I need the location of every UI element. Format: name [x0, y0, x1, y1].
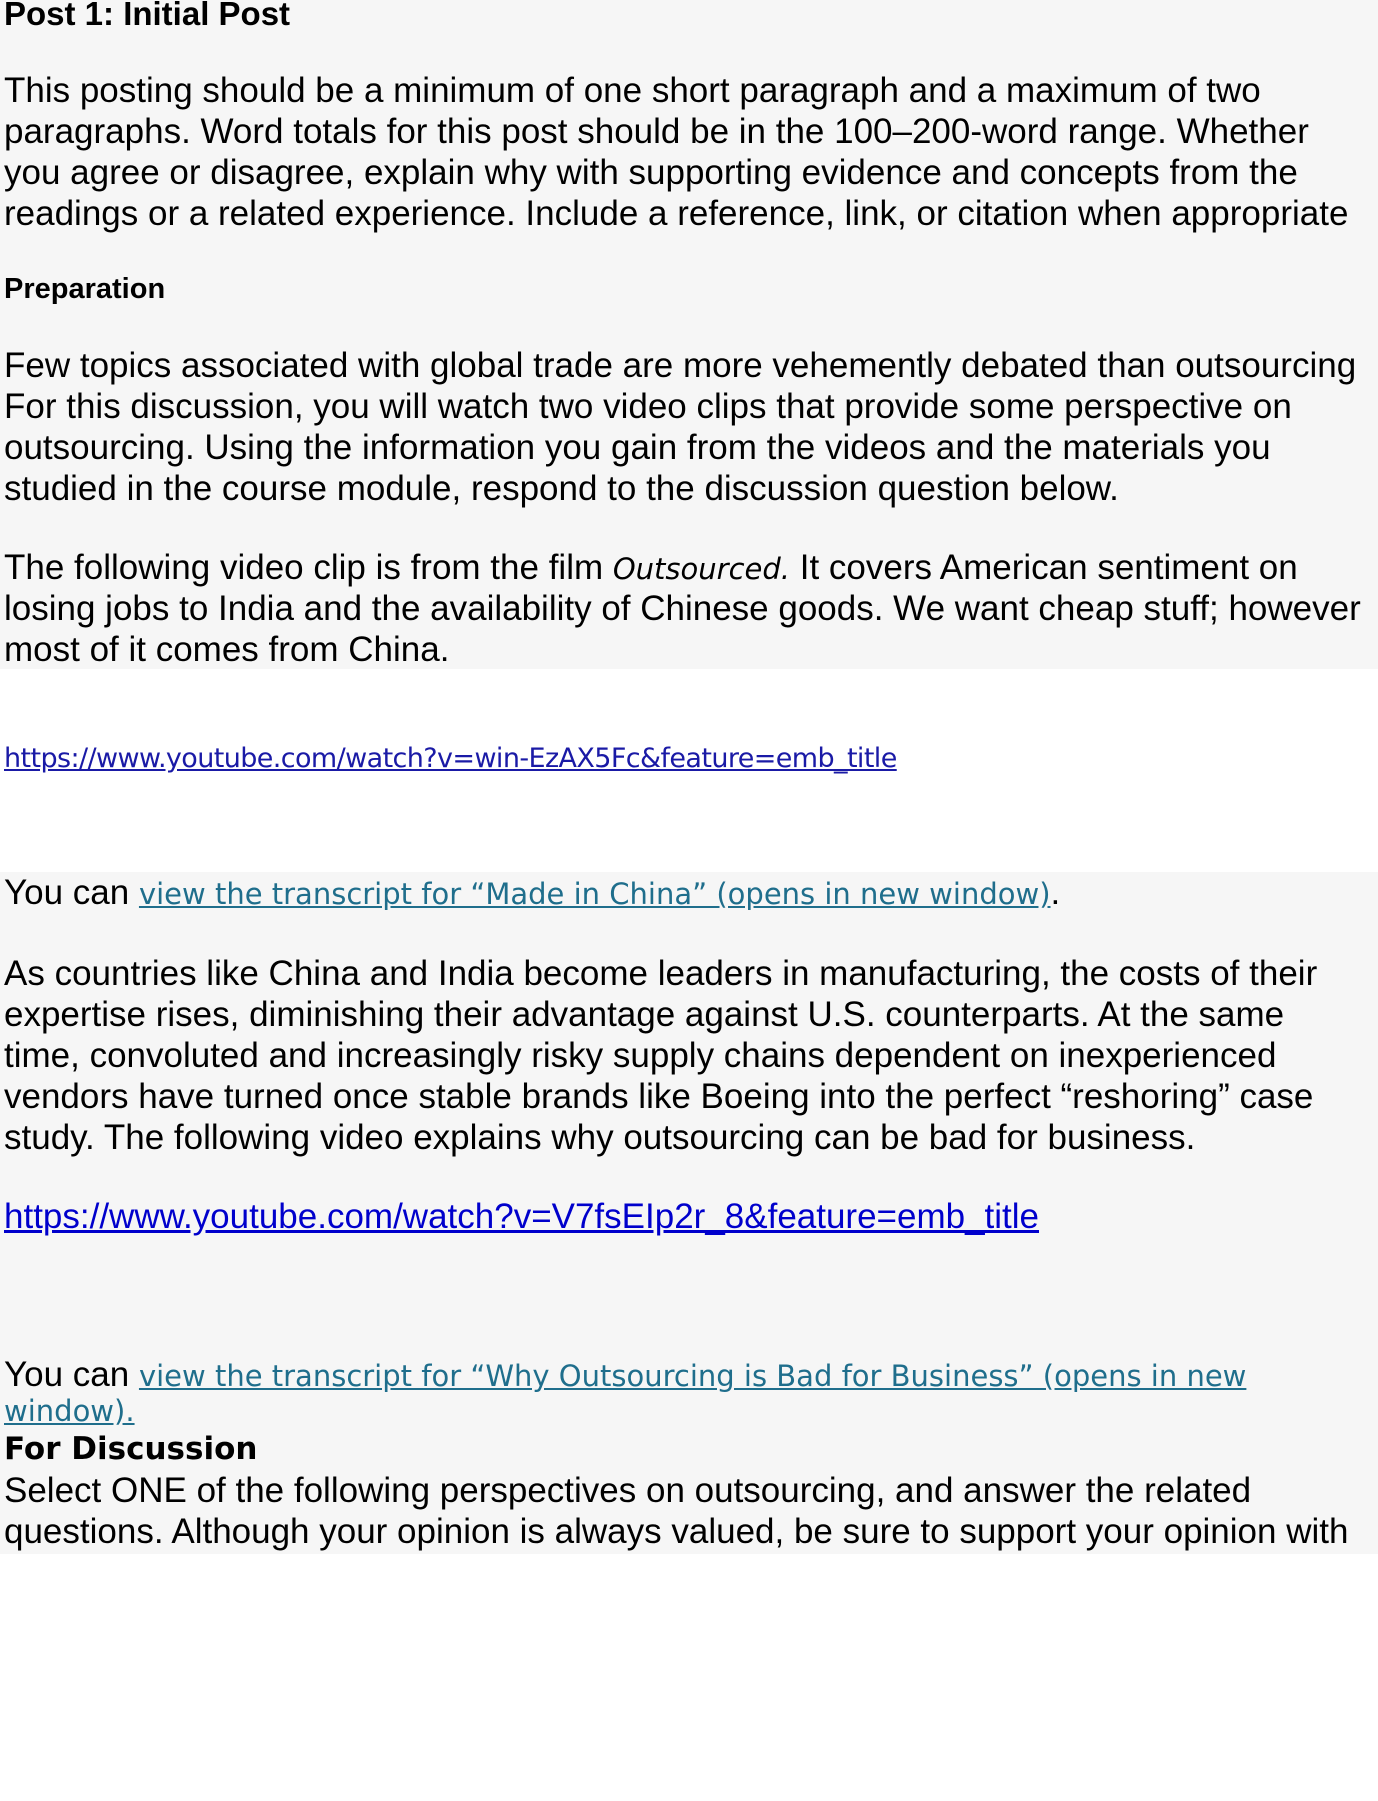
- reshoring-line: As countries like China and India become leaders in manufacturing, the costs of their: [4, 954, 1318, 993]
- film-title: Outsourced.: [612, 552, 790, 586]
- transcript2-line-cont: [4, 1389, 135, 1432]
- film-intro-line: [4, 547, 1298, 590]
- preparation-line: For this discussion, you will watch two video clips that provide some perspective on: [4, 387, 1292, 426]
- film-intro-text-end: It covers American sentiment on: [790, 548, 1298, 587]
- intro-line: readings or a related experience. Include a reference, link, or citation when appropriate: [4, 194, 1349, 233]
- post-title: Post 1: Initial Post: [4, 0, 291, 32]
- video2-link[interactable]: https://www.youtube.com/watch?v=V7fsEIp2r_8&feature=emb_title: [4, 1197, 1040, 1236]
- reshoring-line: study. The following video explains why outsourcing can be bad for business.: [4, 1118, 1196, 1157]
- preparation-line: outsourcing. Using the information you gain from the videos and the materials you: [4, 428, 1271, 467]
- preparation-line: Few topics associated with global trade are more vehemently debated than outsourcing: [4, 346, 1357, 385]
- transcript2-link[interactable]: view the transcript for “Why Outsourcing is Bad for Business” (opens in new: [138, 1359, 1247, 1393]
- preparation-heading: Preparation: [4, 273, 166, 305]
- intro-line: you agree or disagree, explain why with supporting evidence and concepts from the: [4, 153, 1298, 192]
- transcript1-prefix: You can: [4, 873, 139, 912]
- transcript1-link[interactable]: view the transcript for “Made in China” (opens in new window): [138, 877, 1051, 911]
- transcript1-line: [4, 872, 1060, 915]
- video1-link[interactable]: https://www.youtube.com/watch?v=win-EzAX5Fc&feature=emb_title: [4, 743, 897, 774]
- intro-line: This posting should be a minimum of one short paragraph and a maximum of two: [4, 71, 1261, 110]
- transcript2-line: [4, 1354, 1246, 1397]
- reshoring-line: expertise rises, diminishing their advantage against U.S. counterparts. At the same: [4, 995, 1285, 1034]
- film-line: most of it comes from China.: [4, 630, 450, 669]
- film-intro-text: The following video clip is from the film: [4, 548, 613, 587]
- transcript1-suffix: .: [1050, 873, 1061, 912]
- film-line: losing jobs to India and the availability of Chinese goods. We want cheap stuff; however: [4, 589, 1361, 628]
- reshoring-line: time, convoluted and increasingly risky supply chains dependent on inexperienced: [4, 1036, 1277, 1075]
- post-block: [0, 0, 1378, 669]
- intro-line: paragraphs. Word totals for this post should be in the 100–200-word range. Whether: [4, 112, 1309, 151]
- transcript2-link-cont[interactable]: window).: [4, 1394, 135, 1428]
- reshoring-line: vendors have turned once stable brands like Boeing into the perfect “reshoring” case: [4, 1077, 1314, 1116]
- discussion-line: questions. Although your opinion is always valued, be sure to support your opinion with: [4, 1512, 1349, 1551]
- content-block: [0, 872, 1378, 1554]
- discussion-line: Select ONE of the following perspectives on outsourcing, and answer the related: [4, 1471, 1252, 1510]
- transcript2-prefix: You can: [4, 1355, 139, 1394]
- discussion-heading: For Discussion: [4, 1431, 258, 1467]
- preparation-line: studied in the course module, respond to the discussion question below.: [4, 469, 1119, 508]
